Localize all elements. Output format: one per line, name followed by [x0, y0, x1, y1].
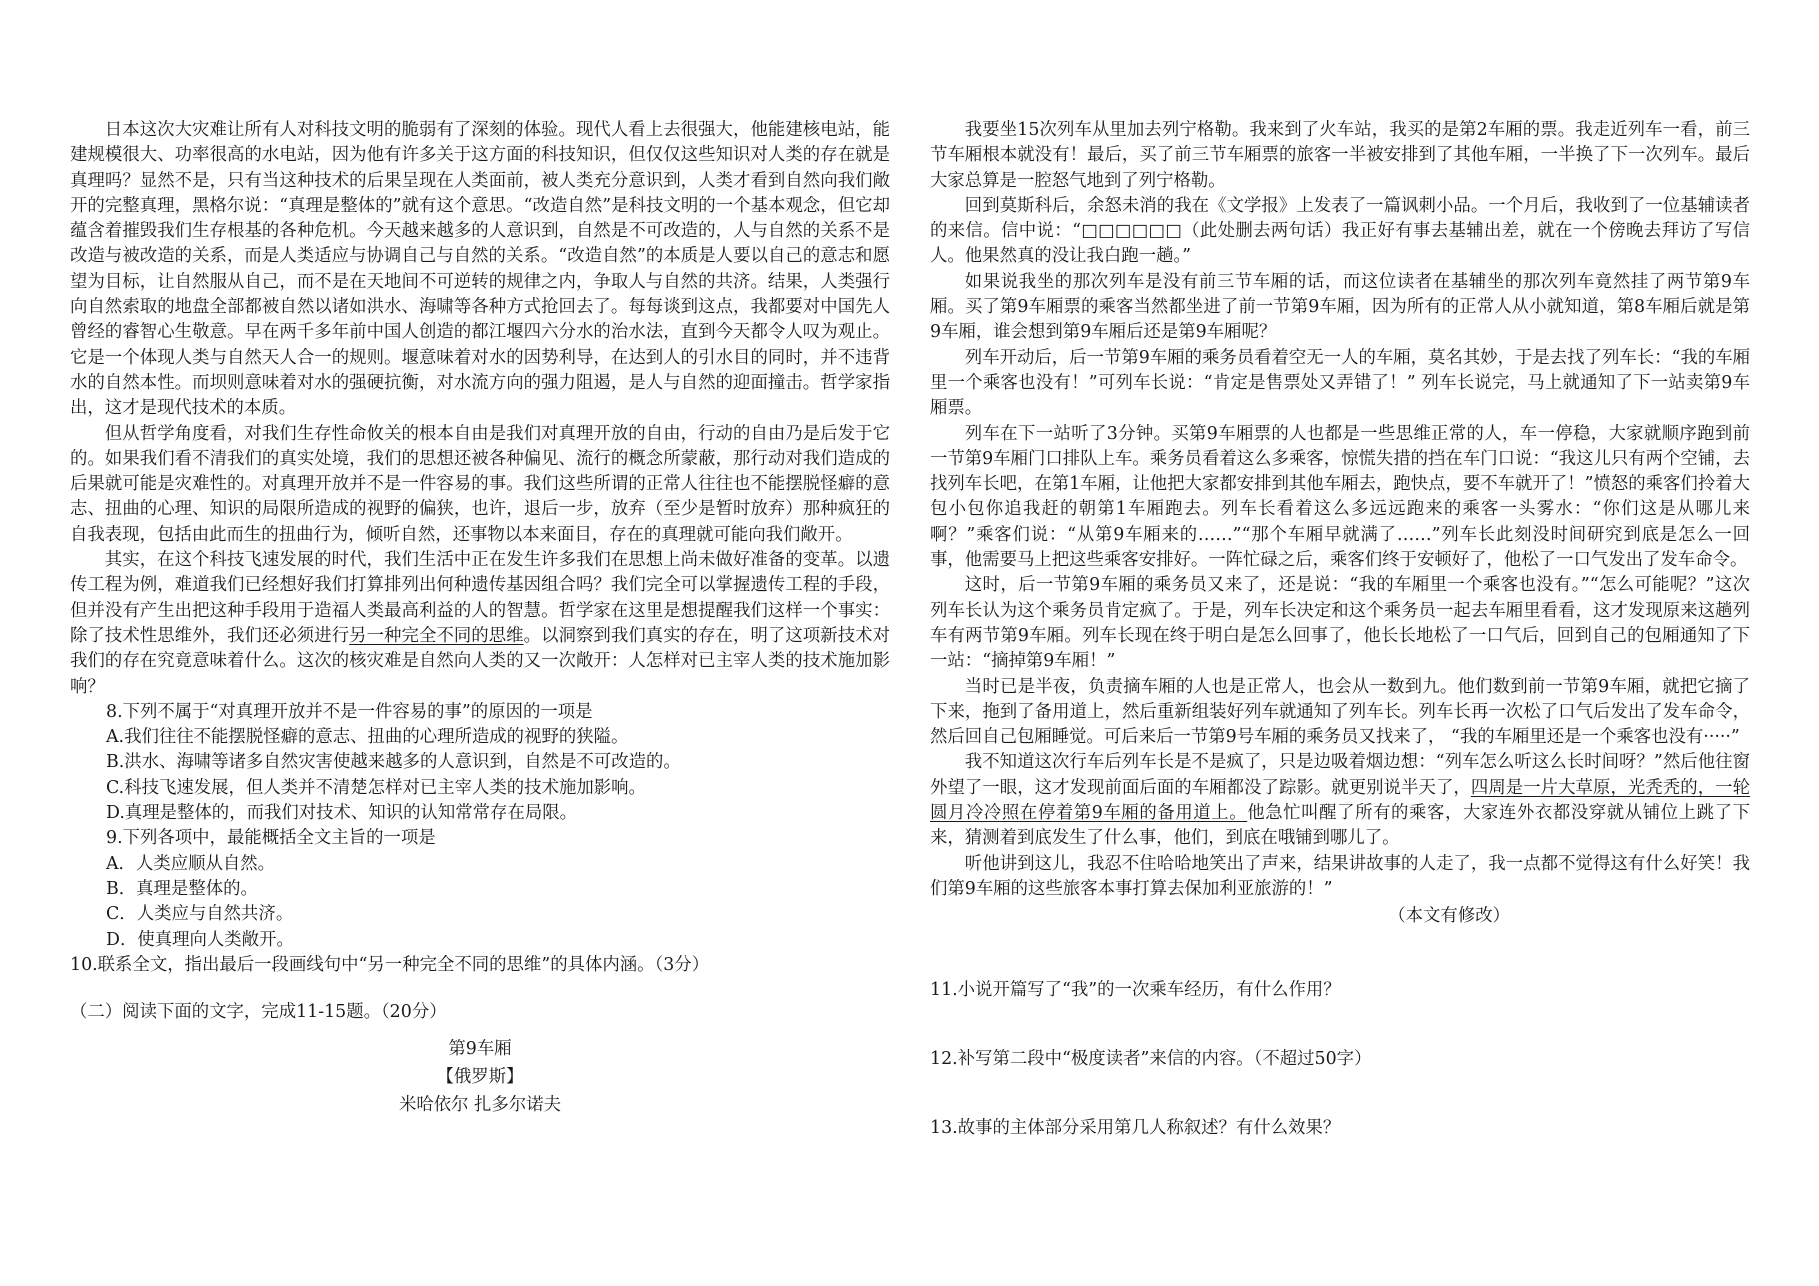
underlined-sentence: 四周是一片大草原，光秃秃的，一轮圆月冷冷照在停着第9车厢的备用道上。: [930, 777, 1750, 824]
story-paragraph-3: 如果说我坐的那次列车是没有前三节车厢的话，而这位读者在基辅坐的那次列车竟然挂了两节第9车厢。买了第9车厢票的乘客当然都坐进了前一节第9车厢，因为所有的正常人从小就知道，第8车厢后就是第9车厢，谁会想到第9车厢后还是第9车厢呢？: [930, 271, 1750, 343]
story-author: 米哈依尔 扎多尔诺夫: [398, 1095, 562, 1116]
passage-paragraph-1: 日本这次大灾难让所有人对科技文明的脆弱有了深刻的体验。现代人看上去很强大，他能建核电站，能建规模很大、功率很高的水电站，因为他有许多关于这方面的科技知识，但仅仅这些知识对人类的存在就是真理吗？显然不是，只有当这种技术的后果呈现在人类面前，被人类充分意识到，人类才看到自然向我们敞开的完整真理，黑格尔说：“真理是整体的”就有这个意思。“改造自然”是科技文明的一个基本观念，但它却蕴含着摧毁我们生存根基的各种危机。今天越来越多的人意识到，自然是不可改造的，人与自然的关系不是改造与被改造的关系，而是人类适应与协调自己与自然的关系。“改造自然”的本质是人要以自己的意志和愿望为目标，让自然服从自己，而不是在天地间不可逆转的规律之内，争取人与自然的共济。结果，人类强行向自然索取的地盘全部都被自然以诸如洪水、海啸等各种方式抢回去了。每每谈到这点，我都要对中国先人曾经的睿智心生敬意。早在两千多年前中国人创造的都江堰四六分水的治水法，直到今天都令人叹为观止。它是一个体现人类与自然天人合一的规则。堰意味着对水的因势利导，在达到人的引水目的同时，并不违背水的自然本性。而坝则意味着对水的强硬抗衡，对水流方向的强力阻遏，是人与自然的迎面撞击。哲学家指出，这才是现代技术的本质。: [70, 120, 890, 419]
story-paragraph-1: 我要坐15次列车从里加去列宁格勒。我来到了火车站，我买的是第2车厢的票。我走近列车一看，前三节车厢根本就没有！最后，买了前三节车厢票的旅客一半被安排到了其他车厢，一半换了下一次列车。最后大家总算是一腔怒气地到了列宁格勒。: [930, 120, 1750, 191]
story-paragraph-7: 当时已是半夜，负责摘车厢的人也是正常人，也会从一数到九。他们数到前一节第9车厢，就把它摘了下来，拖到了备用道上，然后重新组装好列车就通知了列车长。列车长再一次松了口气后发出了发车命令，然后回自己包厢睡觉。可后来后一节第9号车厢的乘务员又找来了， “我的车厢里还是一个乘客也没有·····”: [930, 676, 1750, 748]
paragraph-3-text-a: 其实，在这个科技飞速发展的时代，我们生活中正在发生许多我们在思想上尚未做好准备的变革。以遗传工程为例，难道我们已经想好我们打算排列出何种遗传基因组合吗？我们完全可以掌握遗传工程的手段，但并没有产生出把这种手段用于造福人类最高利益的人的智慧。哲学家在这里是想提醒我们这样一个事实：除了技术性思维外，我们还必须进行: [70, 550, 890, 646]
passage-paragraph-2: 但从哲学角度看，对我们生存性命攸关的根本自由是我们对真理开放的自由，行动的自由乃是后发于它的。如果我们看不清我们的真实处境，我们的思想还被各种偏见、流行的概念所蒙蔽，那行动对我们造成的后果就可能是灾难性的。对真理开放并不是一件容易的事。我们这些所谓的正常人往往也不能摆脱怪癖的意志、扭曲的心理、知识的局限所造成的视野的偏狭，也许，退后一步，放弃（至少是暂时放弃）那种疯狂的自我表现，包括由此而生的扭曲行为，倾听自然，还事物以本来面目，存在的真理就可能向我们敞开。: [70, 423, 890, 545]
revision-note: （本文有修改）: [1388, 906, 1510, 927]
story-country: 【俄罗斯】: [436, 1067, 524, 1088]
question-11: 11.小说开篇写了“我”的一次乘车经历，有什么作用？: [930, 979, 1341, 1000]
story-paragraph-8: [930, 750, 1750, 851]
right-column: [930, 118, 1750, 1141]
question-9: 9.下列各项中，最能概括全文主旨的一项是: [106, 828, 436, 849]
paragraph-3-text-b: 。以洞察到我们真实的存在，明了这项新技术对我们的存在究竟意味着什么。这次的核灾难是自然向人类的又一次敞开：人怎样对已主宰人类的技术施加影响？: [70, 625, 890, 697]
question-9-option-b: B．真理是整体的。: [106, 878, 258, 899]
passage-paragraph-3: [70, 548, 890, 700]
question-8: 8.下列不属于“对真理开放并不是一件容易的事”的原因的一项是: [106, 701, 593, 722]
question-8-option-a: A.我们往往不能摆脱怪癖的意志、扭曲的心理所造成的视野的狭隘。: [106, 727, 629, 748]
story-title-block: [70, 1035, 890, 1119]
question-8-option-b: B.洪水、海啸等诸多自然灾害使越来越多的人意识到，自然是不可改造的。: [106, 752, 681, 773]
story-paragraph-9: 听他讲到这儿，我忍不住哈哈地笑出了声来，结果讲故事的人走了，我一点都不觉得这有什么好笑！我们第9车厢的这些旅客本事打算去保加利亚旅游的！”: [930, 853, 1750, 899]
question-9-option-d: D．使真理向人类敞开。: [106, 929, 294, 950]
question-13: 13.故事的主体部分采用第几人称叙述？有什么效果？: [930, 1118, 1341, 1139]
paragraph-8-text-b: 他急忙叫醒了所有的乘客，大家连外衣都没穿就从铺位上跳了下来，猜测着到底发生了什么事，他们，到底在哦铺到哪儿了。: [930, 803, 1750, 849]
left-column: [70, 118, 890, 1119]
section-2-heading: （二）阅读下面的文字，完成11-15题。（20分）: [70, 1002, 447, 1023]
question-10: 10.联系全文，指出最后一段画线句中“另一种完全不同的思维”的具体内涵。（3分）: [70, 954, 710, 975]
question-8-option-d: D.真理是整体的，而我们对技术、知识的认知常常存在局限。: [106, 803, 578, 824]
question-8-option-c: C.科技飞速发展，但人类并不清楚怎样对已主宰人类的技术施加影响。: [106, 777, 646, 798]
question-12: 12.补写第二段中“极度读者”来信的内容。（不超过50字）: [930, 1048, 1372, 1069]
question-9-option-c: C．人类应与自然共济。: [106, 904, 294, 925]
underlined-phrase: 另一种完全不同的思维: [349, 625, 524, 646]
paragraph-8-text-a: 我不知道这次行车后列车长是不是疯了，只是边吸着烟边想：“列车怎么听这么长时间呀？”然后他往窗外望了一眼，这才发现前面后面的车厢都没了踪影。就更别说半天了，: [930, 752, 1750, 798]
story-paragraph-2: 回到莫斯科后，余怒未消的我在《文学报》上发表了一篇讽刺小品。一个月后，我收到了一位基辅读者的来信。信中说：“□□□□□□（此处删去两句话）我正好有事去基辅出差，就在一个傍晚去拜访了写信人。他果然真的没让我白跑一趟。”: [930, 195, 1750, 267]
story-paragraph-4: 列车开动后，后一节第9车厢的乘务员看着空无一人的车厢，莫名其妙，于是去找了列车长：“我的车厢里一个乘客也没有！”可列车长说：“肯定是售票处又弄错了！” 列车长说完，马上就通知了下一站卖第9车厢票。: [930, 347, 1750, 419]
story-paragraph-5: 列车在下一站听了3分钟。买第9车厢票的人也都是一些思维正常的人，车一停稳，大家就顺序跑到前一节第9车厢门口排队上车。乘务员看着这么多乘客，惊慌失措的挡在车门口说：“我这儿只有两个空铺，去找列车长吧，在第1车厢，让他把大家都安排到其他车厢去，跑快点，要不车就开了！”愤怒的乘客们拎着大包小包你追我赶的朝第1车厢跑去。列车长看着这么多远远跑来的乘客一头雾水：“你们这是从哪儿来啊？”乘客们说：“从第9车厢来的……”“那个车厢早就满了……”列车长此刻没时间研究到底是怎么一回事，他需要马上把这些乘客安排好。一阵忙碌之后，乘客们终于安顿好了，他松了一口气发出了发车命令。: [930, 423, 1750, 571]
question-9-option-a: A．人类应顺从自然。: [106, 853, 276, 874]
story-title: 第9车厢: [448, 1039, 512, 1060]
story-paragraph-6: 这时，后一节第9车厢的乘务员又来了，还是说：“我的车厢里一个乘客也没有。”“怎么可能呢？”这次列车长认为这个乘务员肯定疯了。于是，列车长决定和这个乘务员一起去车厢里看看，这才发现原来这趟列车有两节第9车厢。列车长现在终于明白是怎么回事了，他长长地松了一口气后，回到自己的包厢通知了下一站：“摘掉第9车厢！”: [930, 575, 1750, 672]
